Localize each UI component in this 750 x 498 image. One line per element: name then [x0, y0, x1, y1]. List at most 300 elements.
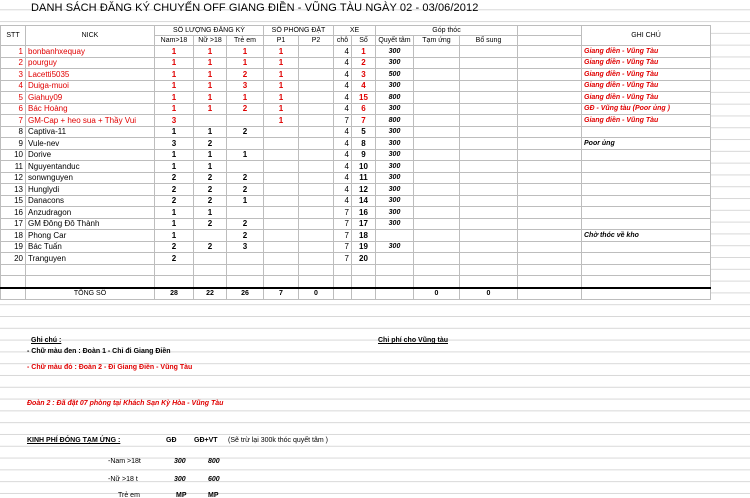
- row-cho[interactable]: 4: [334, 172, 352, 184]
- row-quyet-tam[interactable]: 300: [376, 138, 414, 150]
- row-nu[interactable]: 1: [194, 126, 227, 138]
- row-nam[interactable]: 1: [155, 230, 194, 242]
- row-stt[interactable]: 4: [1, 80, 26, 92]
- header-p1: P1: [264, 36, 299, 46]
- row-cho[interactable]: 7: [334, 230, 352, 242]
- table-row: [1, 80, 711, 92]
- header-tam-ung: Tạm ứng: [414, 36, 460, 46]
- row-bo-sung[interactable]: [460, 172, 518, 184]
- row-note[interactable]: Giang điền - Vũng Tàu: [582, 46, 711, 58]
- row-cho[interactable]: 4: [334, 161, 352, 173]
- row-so[interactable]: 9: [352, 149, 376, 161]
- table-row: [1, 207, 711, 219]
- row-quyet-tam[interactable]: 300: [376, 195, 414, 207]
- header-quyet-tam: Quyết tâm: [376, 36, 414, 46]
- row-quyet-tam[interactable]: 300: [376, 161, 414, 173]
- row-tam-ung[interactable]: [414, 207, 460, 219]
- row-stt[interactable]: 10: [1, 149, 26, 161]
- row-nick[interactable]: Bác Hoàng: [26, 103, 155, 115]
- row-tre[interactable]: [227, 138, 264, 150]
- row-nam[interactable]: 2: [155, 184, 194, 196]
- row-p1[interactable]: [264, 149, 299, 161]
- row-bo-sung[interactable]: [460, 80, 518, 92]
- row-p2[interactable]: [299, 195, 334, 207]
- budget-tre-gdvt[interactable]: MP: [208, 492, 219, 498]
- row-so[interactable]: 8: [352, 138, 376, 150]
- row-p1[interactable]: [264, 230, 299, 242]
- row-quyet-tam[interactable]: 300: [376, 207, 414, 219]
- row-cho[interactable]: 7: [334, 253, 352, 265]
- row-quyet-tam[interactable]: 300: [376, 218, 414, 230]
- row-nick[interactable]: Vule-nev: [26, 138, 155, 150]
- row-tre[interactable]: 2: [227, 218, 264, 230]
- row-nu[interactable]: 1: [194, 149, 227, 161]
- budget-nam-gdvt[interactable]: 800: [208, 458, 220, 465]
- total-tre[interactable]: 26: [227, 288, 264, 300]
- row-quyet-tam[interactable]: 300: [376, 149, 414, 161]
- row-tre[interactable]: 2: [227, 184, 264, 196]
- row-nam[interactable]: 1: [155, 57, 194, 69]
- row-p1[interactable]: [264, 126, 299, 138]
- row-so[interactable]: 1: [352, 46, 376, 58]
- row-p2[interactable]: [299, 253, 334, 265]
- row-quyet-tam[interactable]: 300: [376, 80, 414, 92]
- table-row: [1, 126, 711, 138]
- row-tam-ung[interactable]: [414, 149, 460, 161]
- row-so[interactable]: 19: [352, 241, 376, 253]
- row-stt[interactable]: 3: [1, 69, 26, 81]
- row-note[interactable]: [582, 184, 711, 196]
- row-quyet-tam[interactable]: 300: [376, 241, 414, 253]
- header-row-1: [1, 26, 711, 36]
- row-p1[interactable]: 1: [264, 80, 299, 92]
- row-p1[interactable]: [264, 172, 299, 184]
- table-row: [1, 92, 711, 104]
- row-p1[interactable]: 1: [264, 115, 299, 127]
- row-nick[interactable]: pourguy: [26, 57, 155, 69]
- row-p1[interactable]: [264, 253, 299, 265]
- row-tam-ung[interactable]: [414, 195, 460, 207]
- row-note[interactable]: Giang điền - Vũng Tàu: [582, 115, 711, 127]
- row-nam[interactable]: 1: [155, 126, 194, 138]
- row-stt[interactable]: 9: [1, 138, 26, 150]
- row-note[interactable]: Giang điền - Vũng Tàu: [582, 69, 711, 81]
- row-stt[interactable]: 8: [1, 126, 26, 138]
- row-nam[interactable]: 2: [155, 253, 194, 265]
- row-stt[interactable]: 5: [1, 92, 26, 104]
- row-stt[interactable]: 20: [1, 253, 26, 265]
- row-cho[interactable]: 7: [334, 207, 352, 219]
- table-row: [1, 253, 711, 265]
- row-so[interactable]: 14: [352, 195, 376, 207]
- row-cho[interactable]: 4: [334, 57, 352, 69]
- row-bo-sung[interactable]: [460, 149, 518, 161]
- row-nam[interactable]: 3: [155, 115, 194, 127]
- row-bo-sung[interactable]: [460, 103, 518, 115]
- row-cho[interactable]: 4: [334, 126, 352, 138]
- row-tam-ung[interactable]: [414, 115, 460, 127]
- header-p2: P2: [299, 36, 334, 46]
- row-p1[interactable]: [264, 218, 299, 230]
- row-tam-ung[interactable]: [414, 230, 460, 242]
- total-p2[interactable]: 0: [299, 288, 334, 300]
- row-nick[interactable]: Anzudragon: [26, 207, 155, 219]
- budget-nam-gd[interactable]: 300: [174, 458, 186, 465]
- row-nu[interactable]: [194, 230, 227, 242]
- budget-nam-label: -Nam >18t: [108, 458, 141, 465]
- row-note[interactable]: [582, 218, 711, 230]
- row-so[interactable]: 15: [352, 92, 376, 104]
- row-cho[interactable]: 4: [334, 138, 352, 150]
- row-note[interactable]: [582, 241, 711, 253]
- row-nick[interactable]: Danacons: [26, 195, 155, 207]
- total-nam[interactable]: 28: [155, 288, 194, 300]
- row-nam[interactable]: 2: [155, 172, 194, 184]
- row-bo-sung[interactable]: [460, 46, 518, 58]
- row-tre[interactable]: 2: [227, 172, 264, 184]
- row-p1[interactable]: [264, 241, 299, 253]
- row-nick[interactable]: Phong Car: [26, 230, 155, 242]
- row-so[interactable]: 7: [352, 115, 376, 127]
- row-stt[interactable]: 1: [1, 46, 26, 58]
- blank-row: [1, 264, 711, 276]
- row-so[interactable]: 12: [352, 184, 376, 196]
- row-bo-sung[interactable]: [460, 253, 518, 265]
- row-nick[interactable]: Dorive: [26, 149, 155, 161]
- row-so[interactable]: 2: [352, 57, 376, 69]
- row-nu[interactable]: 2: [194, 218, 227, 230]
- row-note[interactable]: Chờ thóc về kho: [582, 230, 711, 242]
- row-bo-sung[interactable]: [460, 184, 518, 196]
- row-bo-sung[interactable]: [460, 195, 518, 207]
- row-p1[interactable]: 1: [264, 69, 299, 81]
- row-p2[interactable]: [299, 80, 334, 92]
- header-nam: Nam>18: [155, 36, 194, 46]
- row-p2[interactable]: [299, 230, 334, 242]
- budget-tre-gd[interactable]: MP: [176, 492, 187, 498]
- row-quyet-tam[interactable]: 800: [376, 92, 414, 104]
- row-tre[interactable]: 1: [227, 46, 264, 58]
- row-note[interactable]: [582, 126, 711, 138]
- row-note[interactable]: Giang điền - Vũng Tàu: [582, 80, 711, 92]
- row-p1[interactable]: 1: [264, 57, 299, 69]
- row-p1[interactable]: 1: [264, 46, 299, 58]
- row-so[interactable]: 17: [352, 218, 376, 230]
- row-p1[interactable]: 1: [264, 92, 299, 104]
- row-stt[interactable]: 17: [1, 218, 26, 230]
- row-tre[interactable]: 3: [227, 241, 264, 253]
- table-row: [1, 172, 711, 184]
- row-quyet-tam[interactable]: 300: [376, 172, 414, 184]
- row-nick[interactable]: Captiva-11: [26, 126, 155, 138]
- total-nu[interactable]: 22: [194, 288, 227, 300]
- row-nam[interactable]: 1: [155, 103, 194, 115]
- row-nu[interactable]: [194, 115, 227, 127]
- row-p2[interactable]: [299, 126, 334, 138]
- row-p1[interactable]: 1: [264, 103, 299, 115]
- header-bo-sung: Bổ sung: [460, 36, 518, 46]
- row-note[interactable]: [582, 253, 711, 265]
- row-nu[interactable]: 1: [194, 92, 227, 104]
- row-cho[interactable]: 4: [334, 184, 352, 196]
- row-stt[interactable]: 15: [1, 195, 26, 207]
- row-p1[interactable]: [264, 138, 299, 150]
- table-row: [1, 46, 711, 58]
- row-nu[interactable]: [194, 253, 227, 265]
- row-bo-sung[interactable]: [460, 230, 518, 242]
- row-p2[interactable]: [299, 57, 334, 69]
- row-note[interactable]: Giang điền - Vũng Tàu: [582, 57, 711, 69]
- row-note[interactable]: [582, 161, 711, 173]
- row-nick[interactable]: Nguyentanduc: [26, 161, 155, 173]
- row-cho[interactable]: 4: [334, 195, 352, 207]
- row-p1[interactable]: [264, 184, 299, 196]
- row-nu[interactable]: 1: [194, 207, 227, 219]
- table-row: [1, 138, 711, 150]
- row-so[interactable]: 3: [352, 69, 376, 81]
- row-tam-ung[interactable]: [414, 184, 460, 196]
- budget-nu-gdvt[interactable]: 600: [208, 476, 220, 483]
- row-nam[interactable]: 1: [155, 149, 194, 161]
- row-so[interactable]: 20: [352, 253, 376, 265]
- row-p2[interactable]: [299, 172, 334, 184]
- row-tre[interactable]: 3: [227, 80, 264, 92]
- row-p2[interactable]: [299, 46, 334, 58]
- row-tam-ung[interactable]: [414, 253, 460, 265]
- row-tre[interactable]: 1: [227, 92, 264, 104]
- row-tre[interactable]: 2: [227, 126, 264, 138]
- row-tam-ung[interactable]: [414, 218, 460, 230]
- header-so-phong: SỐ PHÒNG ĐẶT: [264, 26, 334, 36]
- header-tre: Trẻ em: [227, 36, 264, 46]
- row-nu[interactable]: 1: [194, 46, 227, 58]
- row-nu[interactable]: 1: [194, 57, 227, 69]
- table-row: [1, 57, 711, 69]
- row-tam-ung[interactable]: [414, 92, 460, 104]
- row-stt[interactable]: 16: [1, 207, 26, 219]
- row-nu[interactable]: 2: [194, 241, 227, 253]
- row-nick[interactable]: Lacetti5035: [26, 69, 155, 81]
- row-tam-ung[interactable]: [414, 57, 460, 69]
- row-note[interactable]: [582, 172, 711, 184]
- row-quyet-tam[interactable]: 300: [376, 126, 414, 138]
- header-stt: STT: [1, 26, 26, 46]
- row-nam[interactable]: 2: [155, 195, 194, 207]
- row-nam[interactable]: 1: [155, 207, 194, 219]
- note-red: - Chữ màu đỏ : Đoàn 2 - Đi Giang Điền - Vũng Tàu: [27, 364, 193, 371]
- header-so-luong: SỐ LƯỢNG ĐĂNG KÝ: [155, 26, 264, 36]
- row-tam-ung[interactable]: [414, 80, 460, 92]
- row-tre[interactable]: 1: [227, 195, 264, 207]
- row-nick[interactable]: bonbanhxequay: [26, 46, 155, 58]
- table-row: [1, 149, 711, 161]
- table-row: [1, 241, 711, 253]
- row-so[interactable]: 6: [352, 103, 376, 115]
- table-row: [1, 69, 711, 81]
- row-tre[interactable]: 1: [227, 149, 264, 161]
- row-cho[interactable]: 7: [334, 241, 352, 253]
- row-bo-sung[interactable]: [460, 126, 518, 138]
- row-bo-sung[interactable]: [460, 92, 518, 104]
- row-quyet-tam[interactable]: 800: [376, 115, 414, 127]
- row-note[interactable]: [582, 195, 711, 207]
- row-nick[interactable]: Tranguyen: [26, 253, 155, 265]
- row-nam[interactable]: 1: [155, 161, 194, 173]
- row-stt[interactable]: 2: [1, 57, 26, 69]
- row-nam[interactable]: 1: [155, 46, 194, 58]
- row-quyet-tam[interactable]: 300: [376, 46, 414, 58]
- row-stt[interactable]: 13: [1, 184, 26, 196]
- table-row: [1, 184, 711, 196]
- table-row: [1, 115, 711, 127]
- row-p2[interactable]: [299, 241, 334, 253]
- row-cho[interactable]: 4: [334, 46, 352, 58]
- row-stt[interactable]: 18: [1, 230, 26, 242]
- table-row: [1, 218, 711, 230]
- total-p1[interactable]: 7: [264, 288, 299, 300]
- row-quyet-tam[interactable]: [376, 230, 414, 242]
- row-nam[interactable]: 1: [155, 218, 194, 230]
- row-cho[interactable]: 7: [334, 218, 352, 230]
- row-cho[interactable]: 4: [334, 80, 352, 92]
- row-tam-ung[interactable]: [414, 46, 460, 58]
- row-cho[interactable]: 4: [334, 69, 352, 81]
- row-tre[interactable]: [227, 115, 264, 127]
- row-nam[interactable]: 2: [155, 241, 194, 253]
- row-nu[interactable]: 2: [194, 195, 227, 207]
- row-nick[interactable]: Bác Tuấn: [26, 241, 155, 253]
- row-tre[interactable]: 2: [227, 230, 264, 242]
- row-cho[interactable]: 4: [334, 92, 352, 104]
- row-p1[interactable]: [264, 195, 299, 207]
- row-nu[interactable]: 1: [194, 80, 227, 92]
- row-nick[interactable]: Duiga-muoi: [26, 80, 155, 92]
- row-bo-sung[interactable]: [460, 207, 518, 219]
- blank-row: [1, 276, 711, 288]
- header-nu: Nữ >18: [194, 36, 227, 46]
- row-nu[interactable]: 2: [194, 138, 227, 150]
- row-tre[interactable]: 1: [227, 57, 264, 69]
- row-tre[interactable]: 2: [227, 103, 264, 115]
- row-so[interactable]: 11: [352, 172, 376, 184]
- row-stt[interactable]: 6: [1, 103, 26, 115]
- row-cho[interactable]: 4: [334, 103, 352, 115]
- budget-tre-label: Trẻ em: [118, 492, 140, 498]
- budget-note: (Sẽ trừ lại 300k thóc quyết tâm ): [228, 437, 329, 444]
- row-cho[interactable]: 7: [334, 115, 352, 127]
- row-nu[interactable]: 1: [194, 161, 227, 173]
- row-stt[interactable]: 11: [1, 161, 26, 173]
- row-nu[interactable]: 1: [194, 103, 227, 115]
- row-p2[interactable]: [299, 138, 334, 150]
- row-quyet-tam[interactable]: 300: [376, 184, 414, 196]
- row-nick[interactable]: GM Đông Đô Thành: [26, 218, 155, 230]
- row-p2[interactable]: [299, 218, 334, 230]
- row-p2[interactable]: [299, 103, 334, 115]
- row-nam[interactable]: 1: [155, 69, 194, 81]
- row-p2[interactable]: [299, 184, 334, 196]
- row-nu[interactable]: 2: [194, 184, 227, 196]
- row-note[interactable]: GĐ - Vũng tàu (Poor ủng ): [582, 103, 711, 115]
- row-nick[interactable]: Giahuy09: [26, 92, 155, 104]
- row-tre[interactable]: [227, 161, 264, 173]
- row-bo-sung[interactable]: [460, 138, 518, 150]
- row-tre[interactable]: [227, 207, 264, 219]
- row-nu[interactable]: 1: [194, 69, 227, 81]
- row-tre[interactable]: 2: [227, 69, 264, 81]
- row-nu[interactable]: 2: [194, 172, 227, 184]
- row-nam[interactable]: 1: [155, 80, 194, 92]
- row-p2[interactable]: [299, 149, 334, 161]
- budget-nu-label: -Nữ >18 t: [108, 476, 138, 483]
- row-note[interactable]: Poor ủng: [582, 138, 711, 150]
- row-p2[interactable]: [299, 161, 334, 173]
- header-cho: chỗ: [334, 36, 352, 46]
- row-p1[interactable]: [264, 207, 299, 219]
- row-nick[interactable]: Hunglydi: [26, 184, 155, 196]
- budget-gdvt-header: GĐ+VT: [194, 437, 218, 444]
- row-nam[interactable]: 3: [155, 138, 194, 150]
- row-stt[interactable]: 12: [1, 172, 26, 184]
- total-tam-ung[interactable]: 0: [414, 288, 460, 300]
- row-tam-ung[interactable]: [414, 138, 460, 150]
- row-note[interactable]: [582, 149, 711, 161]
- row-tre[interactable]: [227, 253, 264, 265]
- row-bo-sung[interactable]: [460, 161, 518, 173]
- row-tam-ung[interactable]: [414, 69, 460, 81]
- row-quyet-tam[interactable]: 500: [376, 69, 414, 81]
- row-p2[interactable]: [299, 115, 334, 127]
- row-tam-ung[interactable]: [414, 172, 460, 184]
- row-so[interactable]: 10: [352, 161, 376, 173]
- table-row: [1, 195, 711, 207]
- row-so[interactable]: 18: [352, 230, 376, 242]
- row-bo-sung[interactable]: [460, 115, 518, 127]
- row-bo-sung[interactable]: [460, 241, 518, 253]
- row-bo-sung[interactable]: [460, 69, 518, 81]
- row-nick[interactable]: GM-Cap + heo sua + Thầy Vui: [26, 115, 155, 127]
- row-cho[interactable]: 4: [334, 149, 352, 161]
- row-nick[interactable]: sonwnguyen: [26, 172, 155, 184]
- row-so[interactable]: 16: [352, 207, 376, 219]
- row-quyet-tam[interactable]: [376, 253, 414, 265]
- row-tam-ung[interactable]: [414, 161, 460, 173]
- row-p1[interactable]: [264, 161, 299, 173]
- total-bo-sung[interactable]: 0: [460, 288, 518, 300]
- row-so[interactable]: 5: [352, 126, 376, 138]
- table-row: [1, 103, 711, 115]
- row-p2[interactable]: [299, 92, 334, 104]
- budget-nu-gd[interactable]: 300: [174, 476, 186, 483]
- row-nam[interactable]: 1: [155, 92, 194, 104]
- row-stt[interactable]: 19: [1, 241, 26, 253]
- row-p2[interactable]: [299, 207, 334, 219]
- row-tam-ung[interactable]: [414, 126, 460, 138]
- row-tam-ung[interactable]: [414, 241, 460, 253]
- row-bo-sung[interactable]: [460, 218, 518, 230]
- row-p2[interactable]: [299, 69, 334, 81]
- row-so[interactable]: 4: [352, 80, 376, 92]
- row-stt[interactable]: 7: [1, 115, 26, 127]
- row-quyet-tam[interactable]: 300: [376, 57, 414, 69]
- row-bo-sung[interactable]: [460, 57, 518, 69]
- row-note[interactable]: Giang điền - Vũng Tàu: [582, 92, 711, 104]
- row-quyet-tam[interactable]: 300: [376, 103, 414, 115]
- registration-table: [0, 25, 711, 300]
- row-note[interactable]: [582, 207, 711, 219]
- row-tam-ung[interactable]: [414, 103, 460, 115]
- note-black: - Chữ màu đen : Đoàn 1 - Chỉ đi Giang Điền: [27, 348, 171, 355]
